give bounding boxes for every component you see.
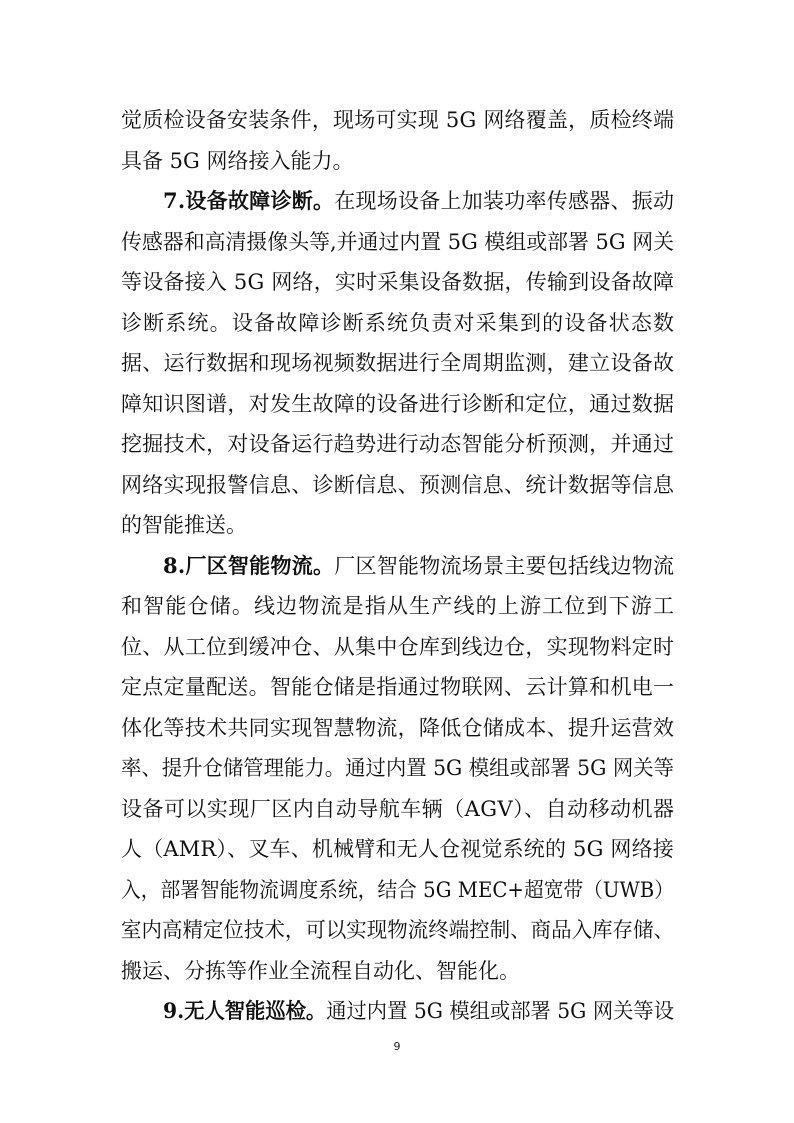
line-text: 具备 5G 网络接入能力。 xyxy=(121,148,354,173)
text-line xyxy=(121,748,674,789)
line-text: 人（AMR）、叉车、机械臂和无人仓视觉系统的 5G 网络接 xyxy=(121,837,674,861)
text-line xyxy=(121,870,674,911)
text-line xyxy=(121,343,674,384)
paragraph-first-line xyxy=(163,546,674,587)
line-text: 障知识图谱，对发生故障的设备进行诊断和定位，通过数据 xyxy=(121,391,675,416)
line-text: 入，部署智能物流调度系统，结合 5G MEC+超宽带（UWB） xyxy=(121,877,674,902)
text-line xyxy=(121,262,674,303)
line-text: 体化等技术共同实现智慧物流，降低仓储成本、提升运营效 xyxy=(121,715,675,740)
line-text: 定点定量配送。智能仓储是指通过物联网、云计算和机电一 xyxy=(121,675,675,699)
section-heading: 9.无人智能巡检。 xyxy=(163,998,327,1023)
line-text: 觉质检设备安装条件，现场可实现 5G 网络覆盖，质检终端 xyxy=(121,108,675,132)
line-text: 网络实现报警信息、诊断信息、预测信息、统计数据等信息 xyxy=(121,472,675,497)
text-line xyxy=(121,100,674,141)
line-text: 的智能推送。 xyxy=(121,513,247,537)
paragraph-first-line xyxy=(163,181,674,222)
text-line xyxy=(121,586,674,627)
section-heading: 7.设备故障诊断。 xyxy=(163,188,335,213)
line-text: 传感器和高清摄像头等,并通过内置 5G 模组或部署 5G 网关 xyxy=(121,229,674,254)
text-line xyxy=(121,667,674,708)
text-line xyxy=(121,222,674,263)
document-body xyxy=(121,100,674,1032)
line-text: 据、运行数据和现场视频数据进行全周期监测，建立设备故 xyxy=(121,351,675,375)
text-line xyxy=(121,627,674,668)
text-line xyxy=(121,708,674,749)
line-text: 挖掘技术，对设备运行趋势进行动态智能分析预测，并通过 xyxy=(121,432,675,456)
line-text: 率、提升仓储管理能力。通过内置 5G 模组或部署 5G 网关等 xyxy=(121,756,674,780)
text-line xyxy=(121,951,674,992)
text-line xyxy=(121,384,674,425)
text-line xyxy=(121,991,674,1032)
text-line xyxy=(121,789,674,830)
line-text: 位、从工位到缓冲仓、从集中仓库到线边仓，实现物料定时 xyxy=(121,634,675,659)
text-line xyxy=(121,505,674,546)
line-text: 厂区智能物流场景主要包括线边物流 xyxy=(334,553,675,578)
line-text: 等设备接入 5G 网络，实时采集设备数据，传输到设备故障 xyxy=(121,270,675,294)
paragraph-first-line xyxy=(163,991,674,1032)
line-text: 设备可以实现厂区内自动导航车辆（AGV）、自动移动机器 xyxy=(121,796,675,821)
text-line xyxy=(121,424,674,465)
section-heading: 8.厂区智能物流。 xyxy=(163,552,335,578)
line-text: 诊断系统。设备故障诊断系统负责对采集到的设备状态数 xyxy=(121,310,676,335)
line-text: 通过内置 5G 模组或部署 5G 网关等设 xyxy=(326,999,674,1023)
line-text: 在现场设备上加装功率传感器、振动 xyxy=(334,189,675,213)
line-text: 室内高精定位技术，可以实现物流终端控制、商品入库存储、 xyxy=(121,918,674,942)
text-line xyxy=(121,910,674,951)
text-line xyxy=(121,181,674,222)
line-text: 和智能仓储。线边物流是指从生产线的上游工位到下游工 xyxy=(121,594,676,618)
text-line xyxy=(121,465,674,506)
text-line xyxy=(121,303,674,344)
line-text: 搬运、分拣等作业全流程自动化、智能化。 xyxy=(121,958,520,983)
text-line xyxy=(121,546,674,587)
text-line xyxy=(121,141,674,182)
text-line xyxy=(121,829,674,870)
page-number: 9 xyxy=(393,1040,401,1053)
